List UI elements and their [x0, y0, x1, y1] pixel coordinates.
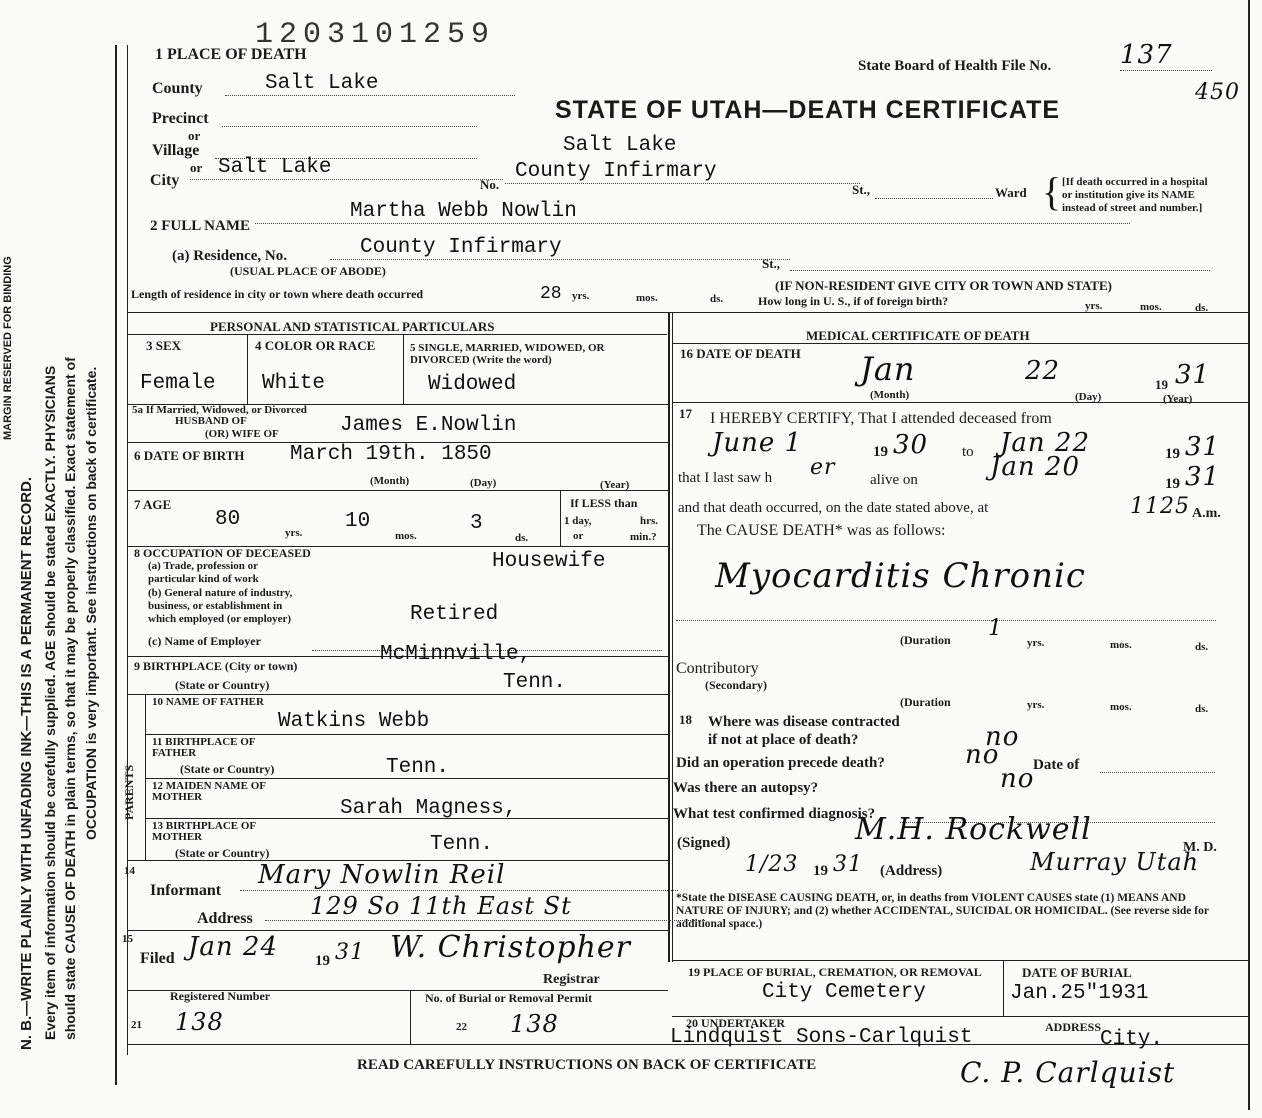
dob-year-caption: (Year)	[600, 479, 630, 491]
occupation-a-2: particular kind of work	[148, 573, 259, 585]
residence-street-line	[790, 270, 1210, 271]
dob-label: 6 DATE OF BIRTH	[134, 448, 245, 463]
alive-on-value: Jan 20	[990, 452, 1081, 482]
medical-section-title: MEDICAL CERTIFICATE OF DEATH	[806, 328, 1030, 343]
age-label: 7 AGE	[134, 497, 172, 512]
brace-glyph: {	[1042, 169, 1062, 214]
precinct-label: Precinct	[152, 110, 209, 127]
occupation-label: 8 OCCUPATION OF DECEASED	[134, 546, 311, 560]
cause-line-2	[676, 620, 1216, 621]
row-rule-6	[127, 490, 668, 491]
full-name-label: 2 FULL NAME	[150, 218, 251, 234]
from-year-prefix: 19	[873, 444, 888, 460]
sex-color-divider	[247, 334, 248, 404]
place-of-burial-value: City Cemetery	[762, 981, 926, 1004]
foreign-yrs: yrs.	[1085, 300, 1103, 312]
date-of-line	[1100, 772, 1215, 773]
residence-value: County Infirmary	[330, 236, 790, 260]
autopsy-value: no	[1000, 764, 1035, 794]
dod-month-caption: (Month)	[870, 389, 910, 401]
to-year: 31	[1185, 432, 1221, 462]
county-label: County	[152, 80, 203, 97]
row-rule-9	[127, 694, 668, 695]
age-ds: ds.	[515, 532, 529, 544]
burial-permit-label: No. of Burial or Removal Permit	[425, 991, 593, 1005]
length-ds: ds.	[710, 293, 724, 305]
test-label: What test confirmed diagnosis?	[673, 806, 876, 822]
undertaker-address-label: ADDRESS	[1045, 1020, 1102, 1034]
occupation-b-3: which employed (or employer)	[148, 613, 292, 625]
usual-abode-label: (USUAL PLACE OF ABODE)	[230, 264, 386, 278]
street-line	[875, 198, 993, 199]
dod-year-caption: (Year)	[1163, 393, 1193, 405]
section-top-rule	[127, 312, 1248, 313]
duration-value: 1	[988, 616, 1003, 641]
sex-value: Female	[140, 372, 216, 395]
date-of-burial-label: DATE OF BURIAL	[1022, 965, 1132, 980]
marital-value: Widowed	[428, 373, 517, 396]
operation-value: no	[965, 740, 1000, 770]
inner-left-rule	[127, 45, 128, 1055]
row-rule-11	[145, 778, 668, 779]
length-yrs: yrs.	[572, 290, 590, 302]
age-yrs: yrs.	[285, 527, 303, 539]
undertaker-signature: C. P. Carlquist	[960, 1056, 1176, 1089]
length-mos: mos.	[636, 292, 658, 304]
physician-signature: M.H. Rockwell	[855, 812, 1092, 847]
attended-to-value: Jan 22	[1000, 428, 1091, 458]
right-edge-rule	[1248, 0, 1250, 1110]
spouse-label-1: 5a If Married, Widowed, or Divorced	[132, 404, 307, 416]
side-instruction-line2: Every item of information should be carefully supplied. AGE should be stated EXACTLY. PHYSICIANS	[42, 365, 58, 1040]
undertaker-label: 20 UNDERTAKER	[686, 1016, 786, 1030]
side-margin-note: MARGIN RESERVED FOR BINDING	[2, 256, 14, 440]
occupation-b-2: business, or establishment in	[148, 600, 283, 612]
dob-day-caption: (Day)	[470, 477, 497, 489]
parents-vertical-label: PARENTS	[122, 764, 136, 820]
side-instruction-line3: should state CAUSE OF DEATH in plain terms, so that it may be properly classified. Exact statement of	[62, 357, 78, 1040]
certify-text: I HEREBY CERTIFY, That I attended deceased from	[710, 410, 1052, 427]
burial-permit-value: 138	[510, 1010, 559, 1038]
md-label: M. D.	[1183, 840, 1217, 855]
filed-label: Filed	[140, 950, 175, 967]
duration2-ds: ds.	[1195, 703, 1209, 715]
color-value: White	[262, 372, 326, 395]
reg-permit-divider	[410, 990, 411, 1044]
place-of-death-label: 1 PLACE OF DEATH	[155, 46, 307, 63]
age-months-value: 10	[345, 510, 371, 533]
filed-value: Jan 24	[188, 932, 279, 962]
alive-year-prefix: 19	[1165, 476, 1180, 492]
spouse-value: James E.Nowlin	[340, 414, 517, 437]
registered-number-label: Registered Number	[170, 989, 271, 1003]
date-of-death-month: Jan	[860, 350, 916, 388]
physician-address-value: Murray Utah	[1030, 848, 1200, 876]
city-label: City	[150, 172, 180, 189]
file-extra-value: 450	[1195, 80, 1240, 105]
father-name-value: Watkins Webb	[278, 710, 430, 733]
filed-year-prefix: 19	[315, 953, 330, 969]
duration-yrs: yrs.	[1027, 637, 1045, 649]
stamp-number: 1203101259	[255, 18, 496, 52]
occupation-a-value: Housewife	[492, 550, 606, 573]
date-of-burial-value: Jan.25"1931	[1010, 982, 1149, 1005]
cause-label: The CAUSE DEATH* was as follows:	[697, 522, 946, 539]
death-occurred-label: and that death occurred, on the date stated above, at	[678, 500, 989, 516]
occupation-a-1: (a) Trade, profession or	[148, 560, 258, 572]
full-name-value: Martha Webb Nowlin	[255, 200, 1130, 224]
registrar-signature: W. Christopher	[390, 930, 632, 965]
residence-label: (a) Residence, No.	[172, 248, 287, 264]
mother-birthplace-value: Tenn.	[430, 833, 494, 856]
birthplace-state-value: Tenn.	[503, 671, 567, 694]
burial-top-rule	[672, 960, 1248, 961]
mother-birthplace-label: 13 BIRTHPLACE OF MOTHER	[152, 820, 256, 843]
less-one-day-label: 1 day,	[564, 515, 592, 527]
outer-left-rule	[115, 45, 117, 1085]
physician-address-label: (Address)	[880, 863, 943, 879]
non-resident-note: (IF NON-RESIDENT GIVE CITY OR TOWN AND STATE)	[775, 278, 1112, 293]
signed-date: 1/23	[745, 852, 799, 877]
death-occurred-suffix: A.m.	[1192, 506, 1221, 521]
father-birthplace-label: 11 BIRTHPLACE OF FATHER	[152, 736, 256, 759]
signed-label: (Signed)	[677, 835, 731, 851]
filed-year: 31	[335, 940, 365, 965]
occupation-b-value: Retired	[410, 603, 499, 626]
occupation-b-1: (b) General nature of industry,	[148, 587, 293, 599]
informant-label: Informant	[150, 882, 222, 899]
mother-birthplace-sub: (State or Country)	[175, 846, 270, 860]
date-of-death-year: 31	[1175, 360, 1211, 390]
autopsy-label: Was there an autopsy?	[673, 780, 819, 796]
personal-section-title: PERSONAL AND STATISTICAL PARTICULARS	[210, 319, 495, 334]
q18-text-2: if not at place of death?	[708, 732, 859, 748]
alive-year: 31	[1185, 462, 1221, 492]
q18-text-1: Where was disease contracted	[708, 714, 900, 730]
spouse-label-2: HUSBAND OF	[175, 415, 247, 427]
to-year-prefix: 19	[1165, 446, 1180, 462]
medical-header-rule	[672, 343, 1248, 344]
undertaker-address-value: City.	[1100, 1028, 1164, 1051]
residence-street-label: St.,	[762, 256, 781, 271]
age-days-value: 3	[470, 512, 483, 535]
from-year: 30	[893, 430, 929, 460]
age-mos: mos.	[395, 530, 417, 542]
last-saw-pronoun: er	[810, 455, 836, 480]
filed-number: 15	[122, 933, 133, 945]
spouse-label-3: (OR) WIFE OF	[205, 428, 279, 440]
institution-line1: Salt Lake	[563, 134, 677, 157]
age-years-value: 80	[215, 508, 241, 531]
duration-label: (Duration	[900, 633, 951, 647]
or-label-1: or	[188, 128, 201, 143]
county-value: Salt Lake	[225, 72, 515, 96]
certificate-title: STATE OF UTAH—DEATH CERTIFICATE	[555, 96, 1061, 124]
length-residence-label: Length of residence in city or town where death occurred	[131, 287, 424, 301]
foreign-birth-label: How long in U. S., if of foreign birth?	[758, 294, 949, 308]
attended-from-value: June 1	[712, 428, 803, 458]
informant-value: Mary Nowlin Reil	[240, 860, 678, 891]
foreign-ds: ds.	[1195, 302, 1209, 314]
operation-label: Did an operation precede death?	[676, 755, 885, 771]
read-instructions-note: READ CAREFULLY INSTRUCTIONS ON BACK OF CERTIFICATE	[357, 1057, 817, 1073]
hospital-note: [If death occurred in a hospital or institution give its NAME instead of street and number.]	[1062, 176, 1208, 214]
street-label: St.,	[852, 182, 871, 197]
birthplace-state-label: (State or Country)	[175, 678, 270, 692]
less-min-label: min.?	[630, 531, 657, 543]
medical-rule-16	[672, 402, 1248, 403]
duration2-label: (Duration	[900, 695, 951, 709]
color-marital-divider	[403, 334, 404, 404]
ward-label: Ward	[995, 185, 1027, 200]
father-name-label: 10 NAME OF FATHER	[152, 696, 264, 708]
file-number-value: 137	[1120, 40, 1212, 71]
registered-number-value: 138	[175, 1008, 224, 1036]
alive-on-label: alive on	[870, 472, 918, 488]
date-of-label: Date of	[1033, 757, 1080, 773]
dod-day-caption: (Day)	[1075, 391, 1102, 403]
village-label: Village	[152, 142, 200, 159]
signed-year-prefix: 19	[813, 863, 828, 879]
parents-divider	[145, 694, 146, 860]
burial-date-divider	[1003, 960, 1004, 1016]
signed-year: 31	[833, 852, 863, 877]
side-instruction-line1: N. B.—WRITE PLAINLY WITH UNFADING INK—THIS IS A PERMANENT RECORD.	[18, 476, 35, 1050]
q18-value: no	[985, 722, 1020, 752]
personal-header-rule	[127, 334, 667, 335]
place-of-burial-label: 19 PLACE OF BURIAL, CREMATION, OR REMOVAL	[688, 965, 982, 979]
number-label: No.	[480, 177, 500, 192]
less-than-label: If LESS than	[570, 496, 638, 510]
birthplace-value: McMinnville,	[380, 643, 532, 666]
employer-label: (c) Name of Employer	[148, 634, 261, 648]
informant-number: 14	[124, 865, 135, 877]
precinct-line	[222, 126, 477, 127]
less-or-label: or	[573, 530, 584, 542]
duration2-mos: mos.	[1110, 701, 1132, 713]
dob-month-caption: (Month)	[370, 475, 410, 487]
duration2-yrs: yrs.	[1027, 699, 1045, 711]
undertaker-value: Lindquist Sons-Carlquist	[670, 1026, 973, 1049]
burial-permit-index: 22	[456, 1021, 467, 1033]
or-label-2: or	[190, 160, 203, 175]
cause-value: Myocarditis Chronic	[715, 556, 1086, 596]
less-hrs-label: hrs.	[640, 515, 659, 527]
foreign-mos: mos.	[1140, 301, 1162, 313]
cause-footnote: *State the DISEASE CAUSING DEATH, or, in deaths from VIOLENT CAUSES state (1) MEANS AND NATURE OF INJURY; and (2) whether ACCIDENTAL, SUICIDAL OR HOMICIDAL. (See reverse side for additional space.)	[676, 892, 1209, 930]
father-birthplace-value: Tenn.	[386, 756, 450, 779]
dob-value: March 19th. 1850	[290, 443, 492, 466]
date-of-death-label: 16 DATE OF DEATH	[680, 346, 801, 361]
registrar-label: Registrar	[543, 972, 600, 987]
registered-number-index: 21	[131, 1019, 142, 1031]
last-saw-label: that I last saw h	[678, 470, 773, 486]
age-less-divider	[560, 490, 561, 546]
certify-number: 17	[679, 406, 692, 421]
color-label: 4 COLOR OR RACE	[255, 338, 376, 353]
informant-address-label: Address	[197, 910, 253, 927]
mother-name-value: Sarah Magness,	[340, 797, 517, 820]
contributory-label: Contributory	[676, 660, 759, 677]
row-rule-10	[145, 734, 668, 735]
length-residence-value: 28	[540, 284, 562, 304]
date-of-death-year-prefix: 19	[1155, 377, 1168, 392]
sex-label: 3 SEX	[146, 338, 182, 353]
birthplace-label: 9 BIRTHPLACE (City or town)	[134, 659, 298, 673]
duration-mos: mos.	[1110, 639, 1132, 651]
death-occurred-time: 1125	[1130, 494, 1190, 519]
row-rule-12	[145, 818, 668, 819]
file-number-label: State Board of Health File No.	[858, 58, 1052, 74]
mother-name-label: 12 MAIDEN NAME OF MOTHER	[152, 780, 266, 803]
duration-ds: ds.	[1195, 641, 1209, 653]
institution-line2: County Infirmary	[505, 160, 860, 184]
to-label: to	[962, 444, 974, 460]
side-instruction-line4: OCCUPATION is very important. See instructions on back of certificate.	[83, 366, 99, 840]
informant-address-value: 129 So 11th East St	[265, 892, 705, 921]
father-birthplace-sub: (State or Country)	[180, 762, 275, 776]
secondary-label: (Secondary)	[705, 678, 767, 692]
city-value: Salt Lake	[190, 156, 503, 180]
marital-label: 5 SINGLE, MARRIED, WIDOWED, OR DIVORCED (Write the word)	[410, 342, 605, 366]
q18-number: 18	[679, 712, 692, 727]
date-of-death-day: 22	[1025, 356, 1061, 386]
